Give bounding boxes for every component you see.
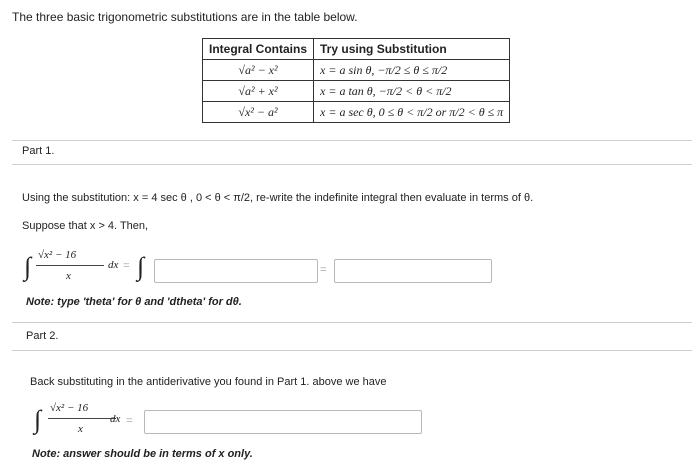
table-row (203, 81, 510, 102)
integral-dx: dx (108, 259, 119, 271)
integral-denominator: x (66, 270, 71, 282)
table-row (203, 102, 510, 123)
integral-sign: ∫ (34, 405, 42, 434)
part1-instruction: Using the substitution: x = 4 sec θ , 0 < θ < π/2, re-write the indefinite integral then evaluate in terms of θ. (22, 192, 534, 204)
integral-numerator: √x² − 16 (50, 402, 89, 414)
answer-input-result[interactable] (334, 259, 492, 283)
table-cell-integral: √x² − a² (203, 102, 314, 123)
part1-suppose-text: Suppose that x > 4. Then, (22, 220, 149, 232)
part1-label: Part 1. (22, 145, 55, 157)
table-cell-substitution: x = a tan θ, −π/2 < θ < π/2 (314, 81, 510, 102)
integral-sign: ∫ (24, 252, 32, 281)
answer-input-integral[interactable] (154, 259, 318, 283)
table-cell-integral: √a² + x² (203, 81, 314, 102)
divider (12, 350, 692, 351)
table-header-integral: Integral Contains (203, 39, 314, 60)
integral-numerator: √x² − 16 (38, 249, 77, 261)
equals-sign: = (123, 258, 130, 272)
integral-sign: ∫ (137, 252, 145, 281)
fraction-bar (36, 265, 104, 266)
equals-sign: = (126, 413, 133, 427)
table-cell-substitution: x = a sin θ, −π/2 ≤ θ ≤ π/2 (314, 60, 510, 81)
table-cell-integral: √a² − x² (203, 60, 314, 81)
divider (12, 140, 692, 141)
intro-text: The three basic trigonometric substitutions are in the table below. (12, 10, 358, 24)
table-cell-substitution: x = a sec θ, 0 ≤ θ < π/2 or π/2 < θ ≤ π (314, 102, 510, 123)
table-header-substitution: Try using Substitution (314, 39, 510, 60)
table-row (203, 60, 510, 81)
equals-sign: = (320, 262, 327, 276)
integral-dx: dx (110, 413, 121, 425)
divider (12, 164, 692, 165)
fraction-bar (48, 418, 116, 419)
part1-note: Note: type 'theta' for θ and 'dtheta' for dθ. (26, 296, 242, 308)
answer-input-part2[interactable] (144, 410, 422, 434)
divider (12, 322, 692, 323)
substitution-table (202, 38, 510, 123)
part2-label: Part 2. (26, 330, 59, 342)
part2-instruction: Back substituting in the antiderivative you found in Part 1. above we have (30, 376, 387, 388)
integral-denominator: x (78, 423, 83, 435)
part2-note: Note: answer should be in terms of x only. (32, 448, 253, 460)
